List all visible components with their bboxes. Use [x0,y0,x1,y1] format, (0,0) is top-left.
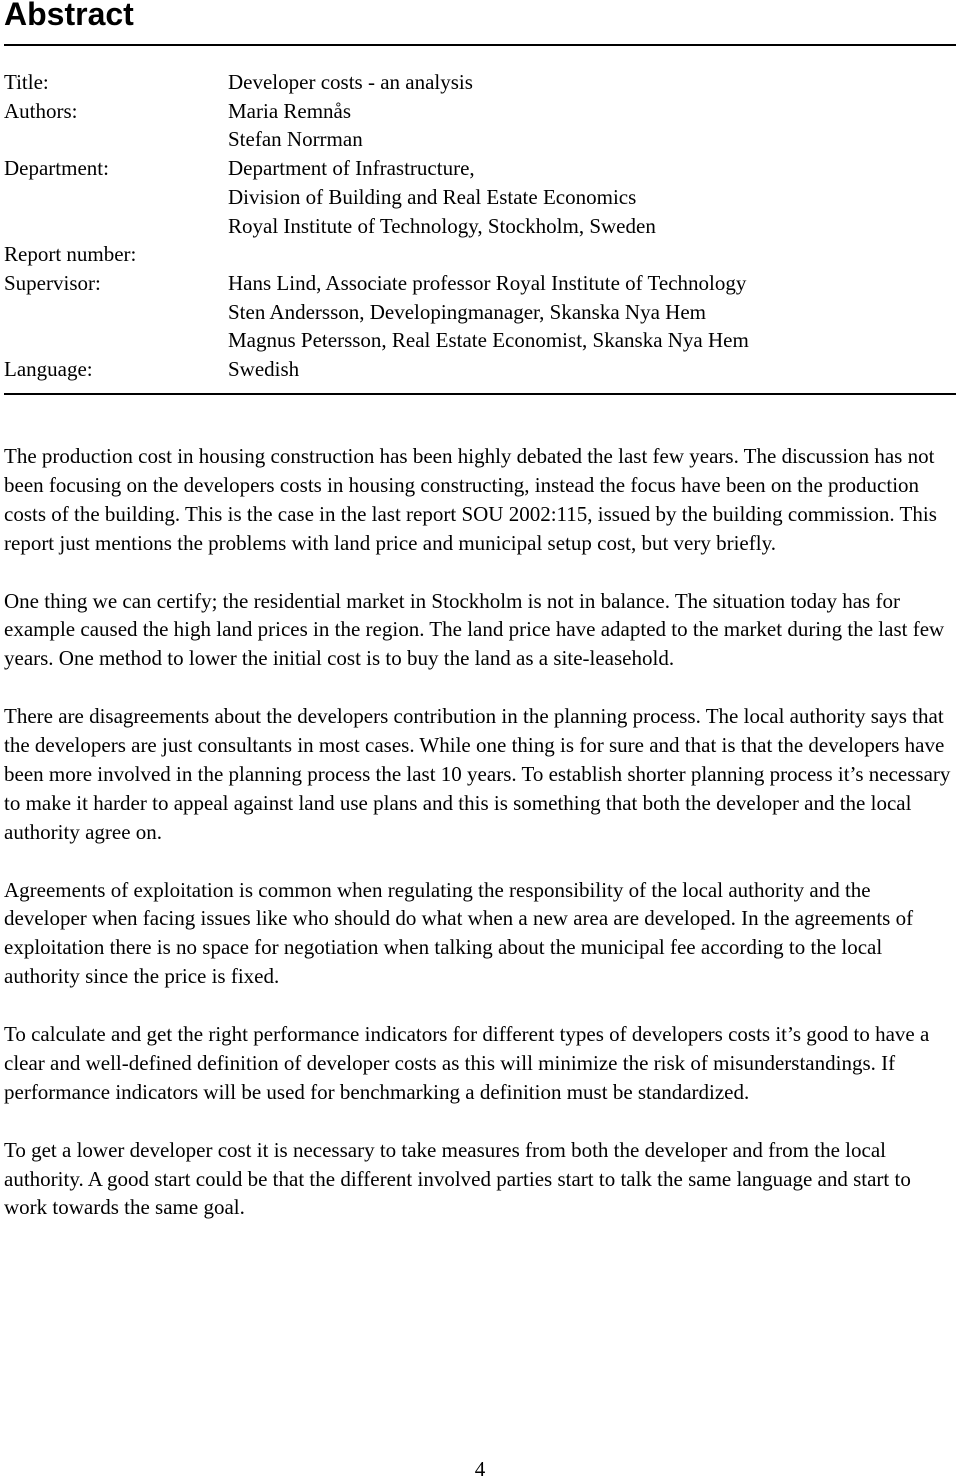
page-number: 4 [474,1457,486,1481]
bottom-divider [4,393,956,395]
author-name: Maria Remnås [228,98,352,123]
meta-row-title [4,68,956,97]
meta-row-authors [4,97,956,154]
supervisor-line: Hans Lind, Associate professor Royal Institute of Technology [228,270,747,295]
abstract-paragraph: Agreements of exploitation is common when regulating the responsibility of the local authority and the developer when facing issues like who should do what when a new area are developed. In the agreements of exploitation there is no space for negotiation when talking about the municipal fee according to the local authority since the price is fixed. [4,877,914,989]
author-name: Stefan Norrman [228,127,363,152]
supervisor-label: Supervisor: [4,270,101,295]
abstract-paragraph: One thing we can certify; the residential market in Stockholm is not in balance. The situation today has for example caused the high land prices in the region. The land price have adapted to the market during the last few years. One method to lower the initial cost is to buy the land as a site-leasehold. [4,588,945,671]
supervisor-line: Sten Andersson, Developingmanager, Skanska Nya Hem [228,299,706,324]
meta-row-department [4,154,956,240]
abstract-paragraph: To calculate and get the right performance indicators for different types of developers costs it’s good to have a clear and well-defined definition of developer costs as this will minimize the risk of misunderstandings. If performance indicators will be used for benchmarking a definition must be standardized. [4,1022,930,1104]
department-line: Department of Infrastructure, [228,156,475,181]
title-value: Developer costs - an analysis [228,70,473,94]
abstract-body [4,442,956,1251]
language-label: Language: [4,357,93,381]
abstract-paragraph: The production cost in housing construction has been highly debated the last few years. The discussion has not been focusing on the developers costs in housing constructing, instead the focus have been on the production costs of the building. This is the case in the last report SOU 2002:115, issued by the building commission. This report just mentions the problems with land price and municipal setup cost, but very briefly. [4,444,937,555]
page-title: Abstract [4,0,134,32]
authors-label: Authors: [4,98,78,123]
title-label: Title: [4,70,49,94]
top-divider [4,44,956,46]
meta-row-supervisor [4,269,956,355]
department-label: Department: [4,156,109,181]
report-number-label: Report number: [4,242,137,267]
abstract-paragraph: To get a lower developer cost it is necessary to take measures from both the developer and from the local authority. A good start could be that the different involved parties start to talk the same language and start to work towards the same goal. [4,1137,911,1220]
supervisor-line: Magnus Petersson, Real Estate Economist, Skanska Nya Hem [228,328,749,353]
department-line: Royal Institute of Technology, Stockholm, Sweden [228,213,656,238]
abstract-paragraph: There are disagreements about the developers contribution in the planning process. The local authority says that the developers are just consultants in most cases. While one thing is for sure and that is that the developers have been more involved in the planning process the last 10 years. To establish shorter planning process it’s necessary to make it harder to appeal against land use plans and this is something that both the developer and the local authority agree on. [4,704,951,844]
department-line: Division of Building and Real Estate Economics [228,184,637,209]
meta-row-report-number [4,240,956,269]
language-value: Swedish [228,357,300,381]
meta-row-language [4,355,956,384]
